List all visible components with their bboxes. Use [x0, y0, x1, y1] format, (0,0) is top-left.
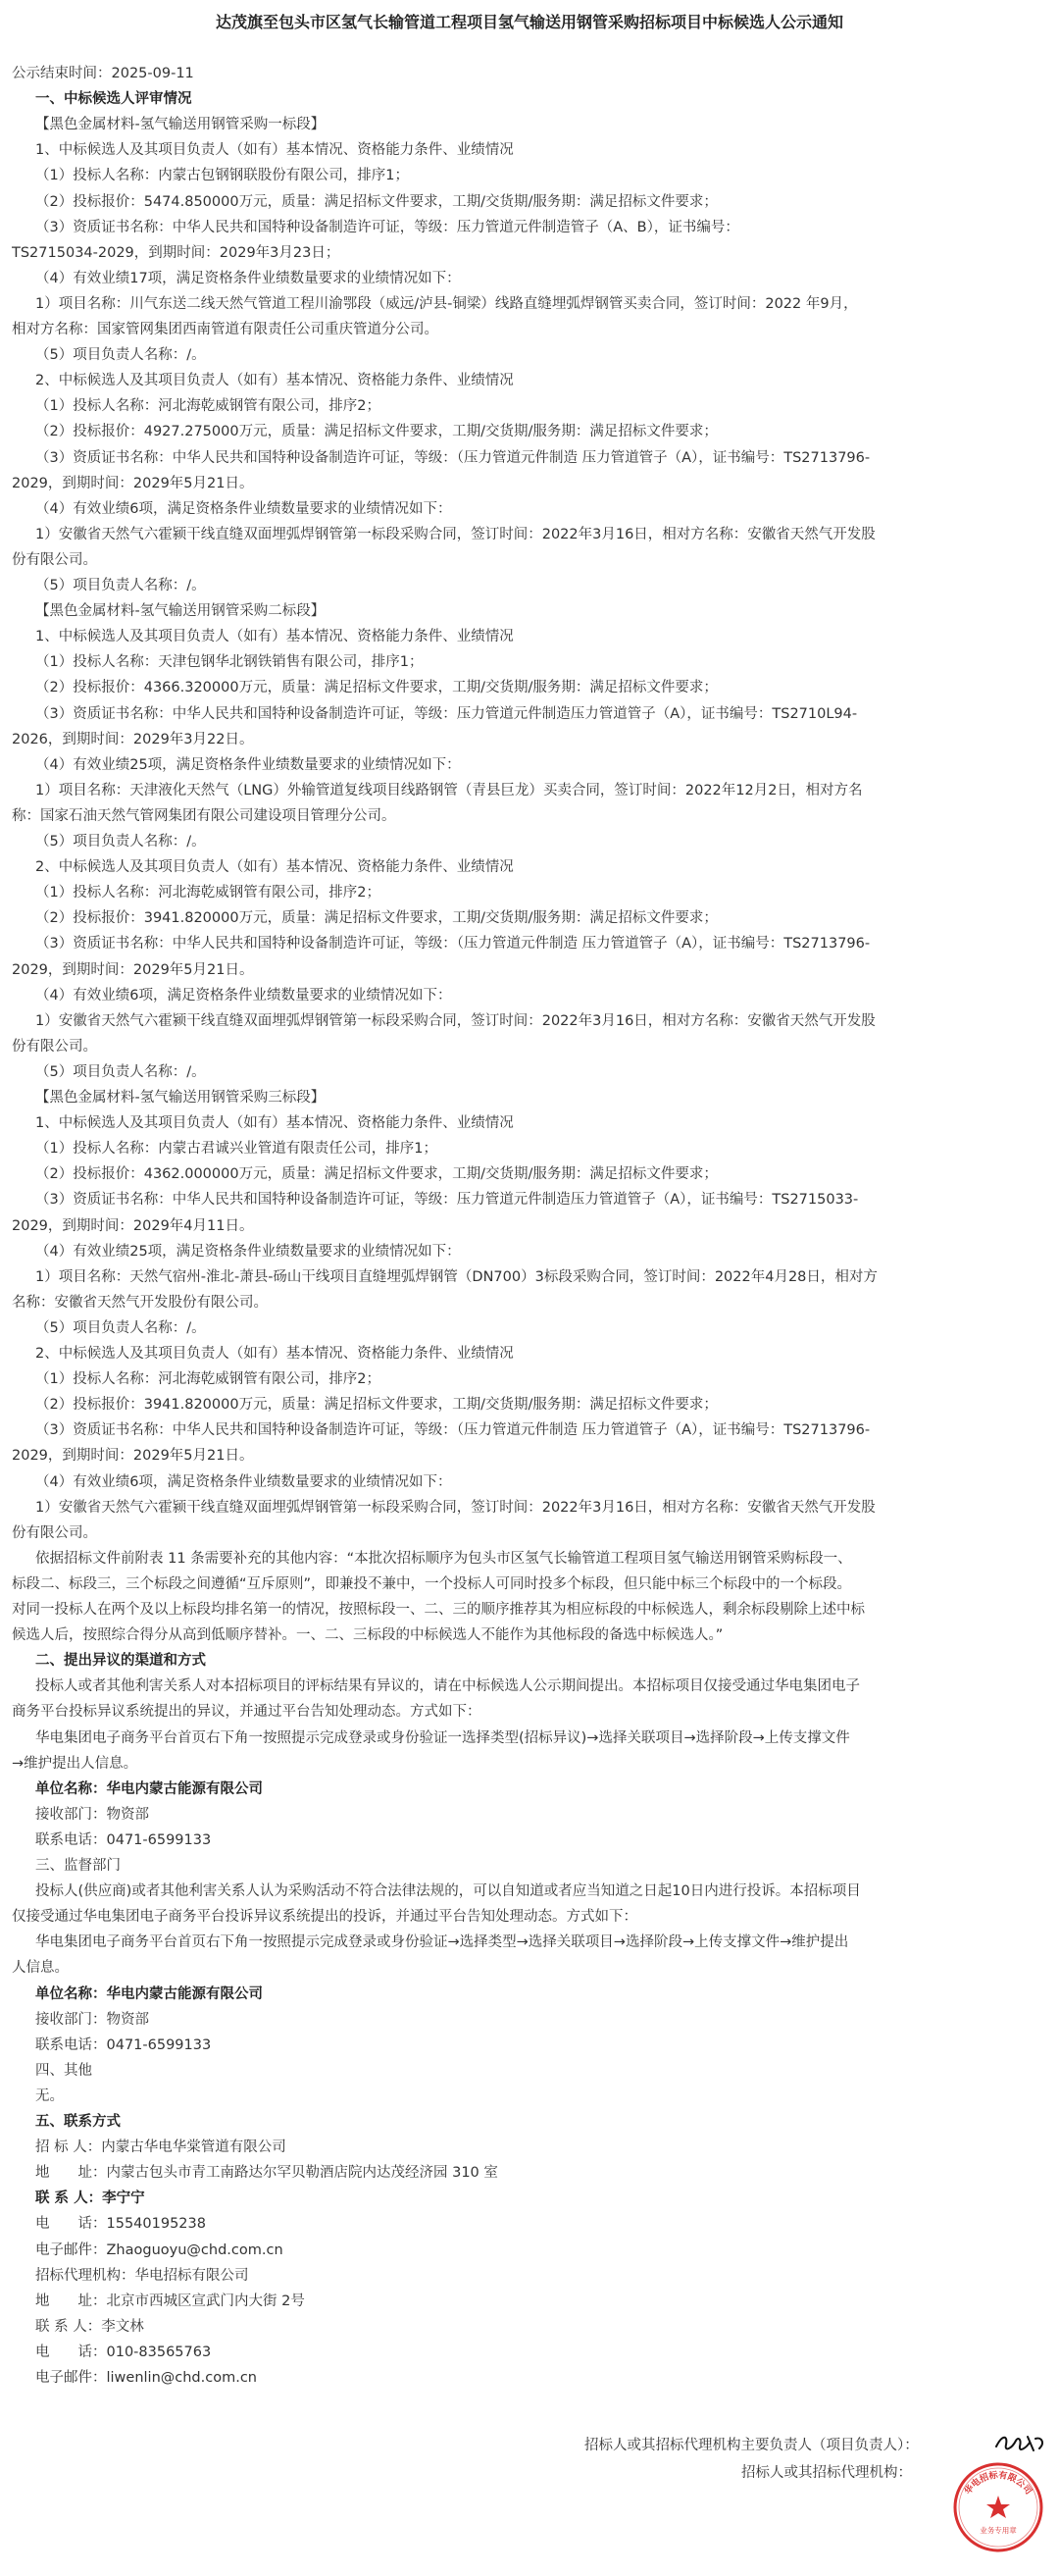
section-heading: 二、提出异议的渠道和方式 — [35, 1653, 206, 1670]
signature-line-responsible: 招标人或其招标代理机构主要负责人（项目负责人）： — [584, 2438, 919, 2453]
notice-line: （1）投标人名称：内蒙古君诚兴业管道有限责任公司，排序1； — [35, 1141, 437, 1158]
notice-line: 标段二、标段三，三个标段之间遵循“互斥原则”，即兼投不兼中，一个投标人可同时投多个标段，但只能中标三个标段中的一个标段。 — [12, 1575, 852, 1592]
notice-line: （5）项目负责人名称：/。 — [35, 1319, 206, 1336]
notice-line: （4）有效业绩6项，满足资格条件业绩数量要求的业绩情况如下： — [35, 500, 452, 517]
notice-line: 1）项目名称：天津液化天然气（LNG）外输管道复线项目线路钢管（青县巨龙）买卖合同，签订时间：2022年12月2日，相对方名 — [35, 782, 863, 799]
section-heading: 五、联系方式 — [35, 2114, 121, 2130]
notice-line: 招 标 人：内蒙古华电华棠管道有限公司 — [35, 2139, 286, 2156]
notice-line: （3）资质证书名称：中华人民共和国特种设备制造许可证，等级：（压力管道元件制造 压力管道管子（A），证书编号：TS2713796- — [35, 449, 871, 466]
notice-line: 人信息。 — [12, 1960, 69, 1977]
notice-line: （1）投标人名称：河北海乾威钢管有限公司，排序2； — [35, 1371, 380, 1388]
notice-line: 对同一投标人在两个及以上标段均排名第一的情况，按照标段一、二、三的顺序推荐其为相应标段的中标候选人，剩余标段剔除上述中标 — [12, 1602, 865, 1618]
notice-line: （1）投标人名称：内蒙古包钢钢联股份有限公司，排序1； — [35, 168, 409, 184]
notice-line: 无。 — [35, 2087, 64, 2104]
notice-line: TS2715034-2029，到期时间：2029年3月23日； — [12, 244, 340, 261]
notice-line: 招标代理机构：华电招标有限公司 — [35, 2267, 249, 2284]
notice-line: 份有限公司。 — [12, 551, 97, 568]
notice-line: （1）投标人名称：河北海乾威钢管有限公司，排序2； — [35, 885, 380, 902]
notice-line: 仅接受通过华电集团电子商务平台投诉异议系统提出的投诉，并通过平台告知处理动态。方式如下： — [12, 1909, 637, 1926]
notice-line: 候选人后，按照综合得分从高到低顺序替补。一、二、三标段的中标候选人不能作为其他标段的备选中标候选人。” — [12, 1627, 724, 1644]
notice-line: （4）有效业绩25项，满足资格条件业绩数量要求的业绩情况如下： — [35, 756, 461, 773]
notice-line: （4）有效业绩25项，满足资格条件业绩数量要求的业绩情况如下： — [35, 1243, 461, 1260]
notice-line: 1）项目名称：天然气宿州-淮北-萧县-砀山干线项目直缝埋弧焊钢管（DN700）3标段采购合同，签订时间：2022年4月28日，相对方 — [35, 1268, 878, 1285]
notice-line: 【黑色金属材料-氢气输送用钢管采购三标段】 — [35, 1090, 326, 1106]
notice-line: 1、中标候选人及其项目负责人（如有）基本情况、资格能力条件、业绩情况 — [35, 142, 514, 159]
notice-line: （3）资质证书名称：中华人民共和国特种设备制造许可证，等级：压力管道元件制造压力管道管子（A），证书编号：TS2710L94- — [35, 705, 858, 722]
section-heading: 一、中标候选人评审情况 — [35, 91, 192, 108]
notice-line: 2029，到期时间：2029年5月21日。 — [12, 475, 254, 491]
notice-line: 联系电话：0471-6599133 — [35, 2036, 212, 2053]
notice-line: （3）资质证书名称：中华人民共和国特种设备制造许可证，等级：压力管道元件制造管子（A、B），证书编号： — [35, 219, 739, 235]
notice-line: 2、中标候选人及其项目负责人（如有）基本情况、资格能力条件、业绩情况 — [35, 1346, 514, 1362]
notice-line: （4）有效业绩6项，满足资格条件业绩数量要求的业绩情况如下： — [35, 987, 452, 1004]
notice-line: 1）安徽省天然气六霍颍干线直缝双面埋弧焊钢管第一标段采购合同，签订时间：2022年3月16日，相对方名称：安徽省天然气开发股 — [35, 1499, 876, 1516]
notice-line: 2、中标候选人及其项目负责人（如有）基本情况、资格能力条件、业绩情况 — [35, 859, 514, 876]
notice-line: （3）资质证书名称：中华人民共和国特种设备制造许可证，等级：（压力管道元件制造 压力管道管子（A），证书编号：TS2713796- — [35, 1422, 871, 1439]
notice-line: 地 址：北京市西城区宣武门内大街 2号 — [35, 2293, 305, 2309]
notice-line: 相对方名称：国家管网集团西南管道有限责任公司重庆管道分公司。 — [12, 322, 438, 337]
notice-line: （5）项目负责人名称：/。 — [35, 347, 206, 364]
notice-line: 2029，到期时间：2029年4月11日。 — [12, 1217, 254, 1234]
notice-line: 投标人(供应商)或者其他利害关系人认为采购活动不符合法律法规的，可以自知道或者应当知道之日起10日内进行投诉。本招标项目 — [35, 1883, 861, 1900]
notice-line: （2）投标报价：4366.320000万元，质量：满足招标文件要求，工期/交货期/服务期：满足招标文件要求； — [35, 680, 718, 696]
notice-line: 四、其他 — [35, 2062, 92, 2079]
notice-line: （2）投标报价：3941.820000万元，质量：满足招标文件要求，工期/交货期/服务期：满足招标文件要求； — [35, 910, 718, 927]
notice-line: （1）投标人名称：河北海乾威钢管有限公司，排序2； — [35, 398, 380, 415]
notice-line: 接收部门：物资部 — [35, 1806, 149, 1823]
notice-line: 1、中标候选人及其项目负责人（如有）基本情况、资格能力条件、业绩情况 — [35, 629, 514, 645]
svg-text:业务专用章: 业务专用章 — [980, 2526, 1017, 2535]
notice-line: 2029，到期时间：2029年5月21日。 — [12, 961, 254, 978]
notice-line: 华电集团电子商务平台首页右下角一按照提示完成登录或身份验证一选择类型(招标异议)→选择关联项目→选择阶段→上传支撑文件 — [35, 1729, 850, 1746]
section-heading: 单位名称：华电内蒙古能源有限公司 — [35, 1985, 263, 2002]
notice-line: 2026，到期时间：2029年3月22日。 — [12, 731, 254, 747]
notice-line: （5）项目负责人名称：/。 — [35, 578, 206, 593]
notice-line: 电子邮件：Zhaoguoyu@chd.com.cn — [35, 2241, 283, 2258]
notice-line: 电子邮件：liwenlin@chd.com.cn — [35, 2370, 257, 2386]
notice-line: （2）投标报价：5474.850000万元，质量：满足招标文件要求，工期/交货期/服务期：满足招标文件要求； — [35, 193, 718, 210]
notice-line: 电 话：010-83565763 — [35, 2344, 212, 2360]
notice-line: 名称：安徽省天然气开发股份有限公司。 — [12, 1294, 268, 1311]
notice-line: （2）投标报价：3941.820000万元，质量：满足招标文件要求，工期/交货期/服务期：满足招标文件要求； — [35, 1397, 718, 1414]
notice-line: （5）项目负责人名称：/。 — [35, 1063, 206, 1080]
notice-line: 【黑色金属材料-氢气输送用钢管采购一标段】 — [35, 117, 326, 133]
notice-line: 三、监督部门 — [35, 1858, 121, 1874]
notice-line: 接收部门：物资部 — [35, 2011, 149, 2028]
notice-line: （5）项目负责人名称：/。 — [35, 834, 206, 850]
notice-line: 地 址：内蒙古包头市青工南路达尔罕贝勒酒店院内达茂经济园 310 室 — [35, 2165, 498, 2182]
notice-line: 1）项目名称：川气东送二线天然气管道工程川渝鄂段（威远/泸县-铜梁）线路直缝埋弧焊钢管买卖合同，签订时间：2022 年9月， — [35, 295, 858, 312]
notice-line: （4）有效业绩17项，满足资格条件业绩数量要求的业绩情况如下： — [35, 270, 461, 286]
section-heading: 单位名称：华电内蒙古能源有限公司 — [35, 1780, 263, 1797]
notice-line: 份有限公司。 — [12, 1038, 97, 1055]
signature-line-agency: 招标人或其招标代理机构： — [741, 2465, 912, 2481]
notice-line: 份有限公司。 — [12, 1524, 97, 1541]
notice-line: 依据招标文件前附表 11 条需要补充的其他内容：“本批次招标顺序为包头市区氢气长输管道工程项目氢气输送用钢管采购标段一、 — [35, 1550, 852, 1567]
notice-line: （3）资质证书名称：中华人民共和国特种设备制造许可证，等级：（压力管道元件制造 压力管道管子（A），证书编号：TS2713796- — [35, 936, 871, 953]
notice-line: →维护提出人信息。 — [12, 1755, 138, 1772]
notice-line: 1）安徽省天然气六霍颍干线直缝双面埋弧焊钢管第一标段采购合同，签订时间：2022年3月16日，相对方名称：安徽省天然气开发股 — [35, 1012, 876, 1029]
notice-line: 2、中标候选人及其项目负责人（如有）基本情况、资格能力条件、业绩情况 — [35, 373, 514, 389]
notice-line: 【黑色金属材料-氢气输送用钢管采购二标段】 — [35, 603, 326, 620]
notice-line: （3）资质证书名称：中华人民共和国特种设备制造许可证，等级：压力管道元件制造压力管道管子（A），证书编号：TS2715033- — [35, 1192, 859, 1209]
notice-line: 商务平台投标异议系统提出的异议，并通过平台告知处理动态。方式如下： — [12, 1704, 481, 1721]
notice-line: 投标人或者其他利害关系人对本招标项目的评标结果有异议的，请在中标候选人公示期间提出。本招标项目仅接受通过华电集团电子 — [35, 1678, 860, 1695]
company-seal-stamp — [951, 2460, 1045, 2554]
section-heading: 联 系 人：李宁宁 — [35, 2190, 145, 2207]
notice-line: （2）投标报价：4927.275000万元，质量：满足招标文件要求，工期/交货期/服务期：满足招标文件要求； — [35, 424, 718, 440]
svg-text:华电招标有限公司: 华电招标有限公司 — [963, 2470, 1034, 2498]
notice-line: 联 系 人：李文林 — [35, 2318, 144, 2335]
notice-line: （2）投标报价：4362.000000万元，质量：满足招标文件要求，工期/交货期/服务期：满足招标文件要求； — [35, 1166, 718, 1183]
notice-line: 电 话：15540195238 — [35, 2216, 206, 2233]
notice-line: 1、中标候选人及其项目负责人（如有）基本情况、资格能力条件、业绩情况 — [35, 1115, 514, 1132]
notice-title: 达茂旗至包头市区氢气长输管道工程项目氢气输送用钢管采购招标项目中标候选人公示通知 — [215, 13, 843, 31]
notice-line: 联系电话：0471-6599133 — [35, 1831, 212, 1848]
notice-line: 1）安徽省天然气六霍颍干线直缝双面埋弧焊钢管第一标段采购合同，签订时间：2022年3月16日，相对方名称：安徽省天然气开发股 — [35, 526, 876, 542]
notice-line: （1）投标人名称：天津包钢华北钢铁销售有限公司，排序1； — [35, 654, 424, 671]
notice-line: 称：国家石油天然气管网集团有限公司建设项目管理分公司。 — [12, 807, 396, 824]
notice-line: 公示结束时间：2025-09-11 — [12, 66, 194, 81]
notice-line: 2029，到期时间：2029年5月21日。 — [12, 1448, 254, 1465]
notice-line: （4）有效业绩6项，满足资格条件业绩数量要求的业绩情况如下： — [35, 1473, 452, 1490]
notice-line: 华电集团电子商务平台首页右下角一按照提示完成登录或身份验证→选择类型→选择关联项目→选择阶段→上传支撑文件→维护提出 — [35, 1934, 849, 1951]
handwritten-signature — [992, 2427, 1051, 2460]
